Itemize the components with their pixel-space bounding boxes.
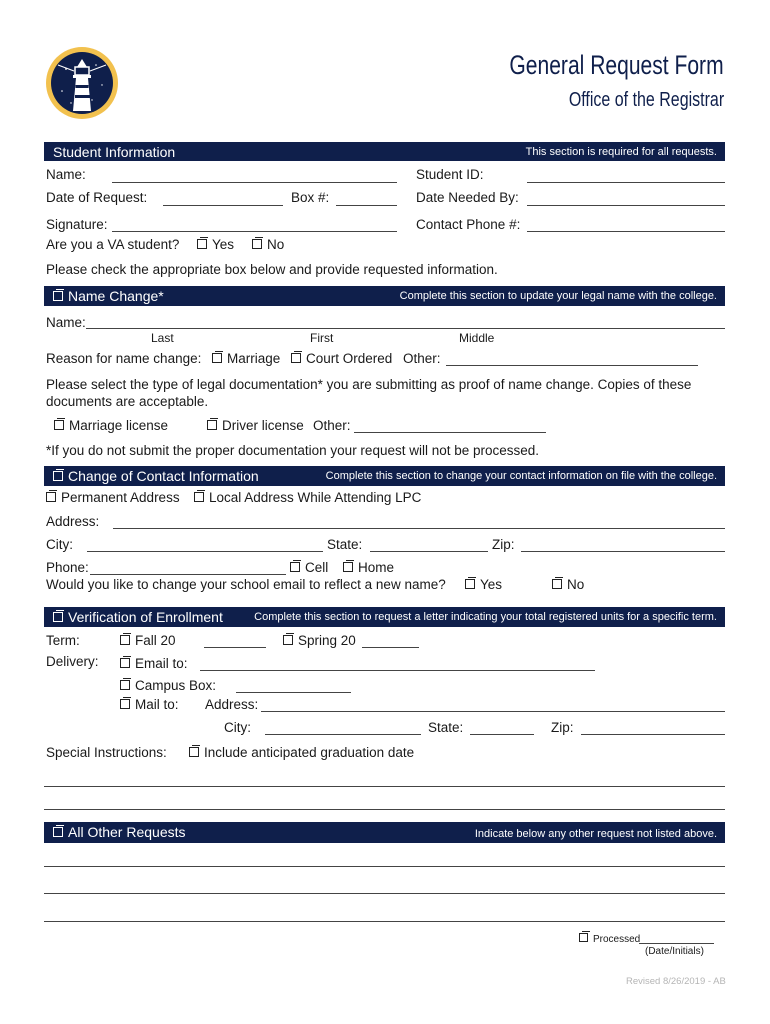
mail-address-label: Address: <box>205 697 259 712</box>
other-request-line[interactable] <box>44 893 725 894</box>
box-field[interactable] <box>336 205 397 206</box>
spring-year-field[interactable] <box>362 647 419 648</box>
marriage-option[interactable] <box>212 351 280 366</box>
checkbox-icon[interactable] <box>252 239 262 249</box>
contact-phone-label: Contact Phone #: <box>416 217 521 232</box>
reason-other-field[interactable] <box>446 365 698 366</box>
email-yes-option[interactable] <box>465 577 502 592</box>
revision-note: Revised 8/26/2019 - AB <box>626 976 726 987</box>
section-bar-contact-change <box>44 466 725 486</box>
name-label: Name: <box>46 167 86 182</box>
zip-field[interactable] <box>521 551 725 552</box>
middle-caption: Middle <box>459 331 495 345</box>
section-title <box>53 468 259 484</box>
mail-city-label: City: <box>224 720 251 735</box>
marriage-label: Marriage <box>227 351 281 366</box>
section-title <box>53 288 164 304</box>
mail-state-label: State: <box>428 720 464 735</box>
fall-label: Fall 20 <box>135 633 176 648</box>
email-question: Would you like to change your school email to reflect a new name? <box>46 577 446 592</box>
driver-license-option[interactable] <box>207 418 304 433</box>
phone-label: Phone: <box>46 560 89 575</box>
section-title <box>53 609 223 625</box>
doc-other-label: Other: <box>313 418 351 433</box>
first-caption: First <box>310 331 334 345</box>
mail-city-field[interactable] <box>265 734 421 735</box>
state-field[interactable] <box>370 551 488 552</box>
page-subtitle: Office of the Registrar <box>568 89 724 111</box>
mail-to-option[interactable] <box>120 697 179 712</box>
section-bar-name-change <box>44 286 725 306</box>
local-address-label: Local Address While Attending LPC <box>209 490 422 505</box>
fall-year-field[interactable] <box>204 647 266 648</box>
special-instructions-label: Special Instructions: <box>46 745 167 760</box>
campus-box-label: Campus Box: <box>135 678 217 693</box>
documentation-warning: *If you do not submit the proper documentation your request will not be processed. <box>46 443 540 458</box>
checkbox-icon[interactable] <box>53 471 63 481</box>
checkbox-icon[interactable] <box>579 933 588 942</box>
signature-label: Signature: <box>46 217 108 232</box>
checkbox-icon[interactable] <box>120 680 130 690</box>
doc-instruction-line2: documents are acceptable. <box>46 394 209 409</box>
special-instructions-line[interactable] <box>44 786 725 787</box>
mail-zip-field[interactable] <box>581 734 725 735</box>
phone-field[interactable] <box>90 574 286 575</box>
signature-field[interactable] <box>112 231 397 232</box>
email-to-label: Email to: <box>135 656 188 671</box>
section-note: Complete this section to change your contact information on file with the college. <box>325 470 717 482</box>
zip-label: Zip: <box>492 537 515 552</box>
checkbox-icon[interactable] <box>53 612 63 622</box>
campus-box-option[interactable] <box>120 678 216 693</box>
checkbox-icon[interactable] <box>291 353 301 363</box>
home-option[interactable] <box>343 560 394 575</box>
court-ordered-label: Court Ordered <box>306 351 393 366</box>
page-title: General Request Form <box>509 50 724 80</box>
checkbox-icon[interactable] <box>53 291 63 301</box>
campus-box-field[interactable] <box>236 692 351 693</box>
name-change-title-text: Name Change* <box>68 288 164 304</box>
date-needed-field[interactable] <box>527 205 725 206</box>
name-field[interactable] <box>112 182 397 183</box>
checkbox-icon[interactable] <box>120 699 130 709</box>
permanent-address-option[interactable] <box>46 490 180 505</box>
home-label: Home <box>358 560 395 575</box>
other-requests-title-text: All Other Requests <box>68 824 186 840</box>
state-label: State: <box>327 537 363 552</box>
doc-instruction-line1: Please select the type of legal documentation* you are submitting as proof of name change. Copies of these <box>46 377 692 392</box>
city-label: City: <box>46 537 73 552</box>
reason-other-label: Other: <box>403 351 441 366</box>
section-title <box>53 824 186 840</box>
checkbox-icon[interactable] <box>197 239 207 249</box>
contact-phone-field[interactable] <box>527 231 725 232</box>
cell-option[interactable] <box>290 560 328 575</box>
checkbox-icon[interactable] <box>465 579 475 589</box>
va-no-label: No <box>267 237 285 252</box>
checkbox-icon[interactable] <box>212 353 222 363</box>
name-change-name-field[interactable] <box>86 328 725 329</box>
student-id-label: Student ID: <box>416 167 484 182</box>
va-no-option[interactable] <box>252 237 284 252</box>
student-id-field[interactable] <box>527 182 725 183</box>
marriage-license-label: Marriage license <box>69 418 169 433</box>
checkbox-icon[interactable] <box>120 635 130 645</box>
other-request-line[interactable] <box>44 866 725 867</box>
email-no-option[interactable] <box>552 577 584 592</box>
processed-field[interactable] <box>639 943 714 944</box>
lighthouse-logo-icon <box>44 45 120 121</box>
enrollment-title-text: Verification of Enrollment <box>68 609 223 625</box>
box-label: Box #: <box>291 190 330 205</box>
checkbox-icon[interactable] <box>290 562 300 572</box>
processed-label: Processed <box>593 934 641 945</box>
va-yes-option[interactable] <box>197 237 234 252</box>
spring-option[interactable] <box>283 633 356 648</box>
driver-license-label: Driver license <box>222 418 304 433</box>
graduation-date-label: Include anticipated graduation date <box>204 745 415 760</box>
address-label: Address: <box>46 514 100 529</box>
checkbox-icon[interactable] <box>343 562 353 572</box>
delivery-label: Delivery: <box>46 654 99 669</box>
section-bar-other-requests <box>44 822 725 843</box>
mail-zip-label: Zip: <box>551 720 574 735</box>
checkbox-icon[interactable] <box>46 492 56 502</box>
address-field[interactable] <box>113 528 725 529</box>
checkbox-icon[interactable] <box>120 658 130 668</box>
mail-address-field[interactable] <box>261 711 725 712</box>
date-initials-caption: (Date/Initials) <box>645 946 704 957</box>
checkbox-icon[interactable] <box>189 747 199 757</box>
cell-label: Cell <box>305 560 329 575</box>
checkbox-icon[interactable] <box>552 579 562 589</box>
fall-option[interactable] <box>120 633 176 648</box>
last-caption: Last <box>151 331 174 345</box>
instruction-text: Please check the appropriate box below and provide requested information. <box>46 262 498 277</box>
mail-to-label: Mail to: <box>135 697 179 712</box>
email-to-option[interactable] <box>120 656 188 671</box>
checkbox-icon[interactable] <box>207 420 217 430</box>
doc-other-field[interactable] <box>354 432 546 433</box>
email-yes-label: Yes <box>480 577 503 592</box>
checkbox-icon[interactable] <box>53 827 63 837</box>
processed-option[interactable] <box>579 933 640 945</box>
section-title: Student Information <box>53 144 176 160</box>
name-change-name-label: Name: <box>46 315 86 330</box>
court-ordered-option[interactable] <box>291 351 392 366</box>
graduation-date-option[interactable] <box>189 745 414 760</box>
date-needed-label: Date Needed By: <box>416 190 519 205</box>
va-question: Are you a VA student? <box>46 237 180 252</box>
other-request-line[interactable] <box>44 921 725 922</box>
section-note: This section is required for all requests. <box>525 146 717 158</box>
section-note: Complete this section to update your legal name with the college. <box>399 290 717 302</box>
checkbox-icon[interactable] <box>283 635 293 645</box>
section-bar-enrollment <box>44 607 725 627</box>
section-bar-student-info <box>44 142 725 161</box>
reason-label: Reason for name change: <box>46 351 202 366</box>
checkbox-icon[interactable] <box>194 492 204 502</box>
marriage-license-option[interactable] <box>54 418 168 433</box>
mail-state-field[interactable] <box>470 734 534 735</box>
date-field[interactable] <box>163 205 283 206</box>
email-no-label: No <box>567 577 585 592</box>
term-label: Term: <box>46 633 80 648</box>
checkbox-icon[interactable] <box>54 420 64 430</box>
contact-change-title-text: Change of Contact Information <box>68 468 259 484</box>
va-yes-label: Yes <box>212 237 235 252</box>
permanent-address-label: Permanent Address <box>61 490 180 505</box>
email-to-field[interactable] <box>200 670 595 671</box>
city-field[interactable] <box>87 551 323 552</box>
special-instructions-line[interactable] <box>44 809 725 810</box>
section-note: Complete this section to request a letter indicating your total registered units for a specific term. <box>254 611 717 623</box>
spring-label: Spring 20 <box>298 633 356 648</box>
local-address-option[interactable] <box>194 490 421 505</box>
section-note: Indicate below any other request not listed above. <box>474 828 717 840</box>
date-label: Date of Request: <box>46 190 148 205</box>
